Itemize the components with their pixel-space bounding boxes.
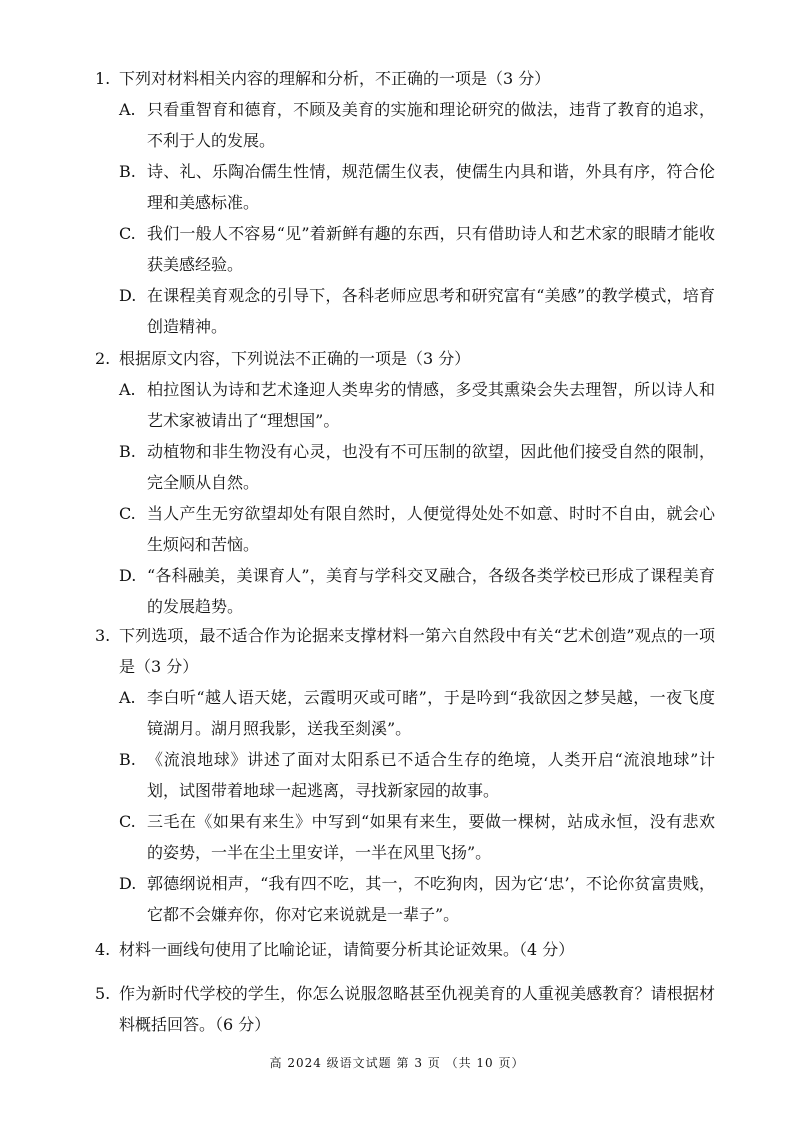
option-text: 诗、礼、乐陶冶儒生性情，规范儒生仪表，使儒生内具和谐，外具有序，符合伦理和美感标准。: [147, 162, 715, 212]
question-number: 1.: [95, 69, 111, 88]
question-4: [95, 934, 715, 965]
option-letter: A.: [119, 688, 136, 707]
option-letter: B.: [119, 162, 136, 181]
option-c: [119, 218, 715, 280]
question-number: 5.: [95, 984, 111, 1003]
option-c: [119, 498, 715, 560]
question-stem: 作为新时代学校的学生，你怎么说服忽略甚至仇视美育的人重视美感教育？请根据材料概括回答。（6 分）: [119, 984, 715, 1034]
question-number: 3.: [95, 626, 111, 645]
option-letter: B.: [119, 442, 136, 461]
option-d: [119, 280, 715, 342]
option-text: 《流浪地球》讲述了面对太阳系已不适合生存的绝境，人类开启“流浪地球”计划，试图带着地球一起逃离，寻找新家园的故事。: [147, 750, 715, 800]
option-text: 李白听“越人语天姥，云霞明灭或可睹”，于是吟到“我欲因之梦吴越，一夜飞度镜湖月。湖月照我影，送我至剡溪”。: [147, 688, 715, 738]
option-d: [119, 560, 715, 622]
option-b: [119, 436, 715, 498]
option-letter: D.: [119, 566, 137, 585]
question-stem: 下列对材料相关内容的理解和分析，不正确的一项是（3 分）: [119, 69, 551, 88]
option-letter: A.: [119, 100, 136, 119]
option-c: [119, 806, 715, 868]
option-b: [119, 744, 715, 806]
option-text: 柏拉图认为诗和艺术逢迎人类卑劣的情感，多受其熏染会失去理智，所以诗人和艺术家被请出了“理想国”。: [147, 380, 715, 430]
option-text: 郭德纲说相声，“我有四不吃，其一，不吃狗肉，因为它‘忠’，不论你贫富贵贱，它都不会嫌弃你，你对它来说就是一辈子”。: [147, 874, 715, 924]
question-2: [95, 343, 715, 622]
option-text: 三毛在《如果有来生》中写到“如果有来生，要做一棵树，站成永恒，没有悲欢的姿势，一半在尘土里安详，一半在风里飞扬”。: [147, 812, 715, 862]
page-footer: 高 2024 级语文试题 第 3 页 （共 10 页）: [269, 1056, 525, 1070]
question-stem: 下列选项，最不适合作为论据来支撑材料一第六自然段中有关“艺术创造”观点的一项是（3 分）: [119, 626, 715, 676]
question-number: 4.: [95, 940, 111, 959]
option-letter: C.: [119, 224, 136, 243]
question-number: 2.: [95, 349, 111, 368]
question-1: [95, 63, 715, 342]
option-a: [119, 94, 715, 156]
option-text: 只看重智育和德育，不顾及美育的实施和理论研究的做法，违背了教育的追求，不利于人的发展。: [147, 100, 715, 150]
option-text: 当人产生无穷欲望却处有限自然时，人便觉得处处不如意、时时不自由，就会心生烦闷和苦恼。: [147, 504, 715, 554]
option-text: 在课程美育观念的引导下，各科老师应思考和研究富有“美感”的教学模式，培育创造精神。: [147, 286, 715, 336]
option-a: [119, 374, 715, 436]
option-letter: A.: [119, 380, 136, 399]
question-stem: 根据原文内容，下列说法不正确的一项是（3 分）: [119, 349, 471, 368]
option-text: “各科融美，美课育人”，美育与学科交叉融合，各级各类学校已形成了课程美育的发展趋势。: [147, 566, 715, 616]
option-text: 动植物和非生物没有心灵，也没有不可压制的欲望，因此他们接受自然的限制，完全顺从自然。: [147, 442, 715, 492]
question-5: [95, 978, 715, 1040]
option-letter: C.: [119, 504, 136, 523]
question-3: [95, 620, 715, 930]
option-b: [119, 156, 715, 218]
question-stem: 材料一画线句使用了比喻论证，请简要分析其论证效果。（4 分）: [119, 940, 575, 959]
option-d: [119, 868, 715, 930]
option-letter: B.: [119, 750, 136, 769]
option-letter: D.: [119, 874, 137, 893]
option-a: [119, 682, 715, 744]
option-letter: C.: [119, 812, 136, 831]
option-letter: D.: [119, 286, 137, 305]
option-text: 我们一般人不容易“见”着新鲜有趣的东西，只有借助诗人和艺术家的眼睛才能收获美感经验。: [147, 224, 715, 274]
